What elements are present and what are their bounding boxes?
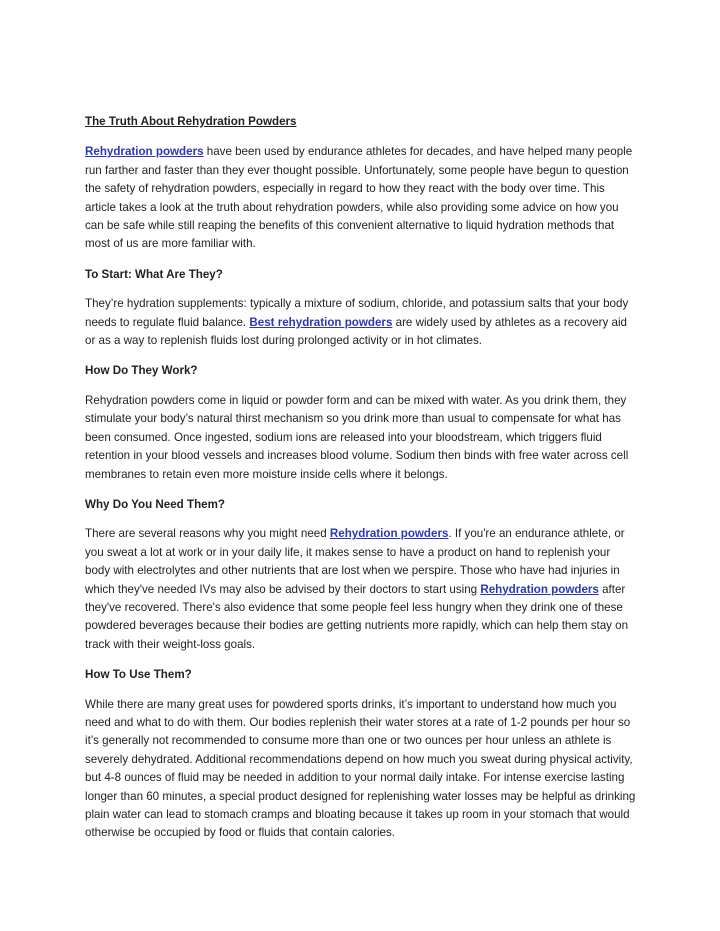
rehydration-powders-link[interactable]: Rehydration powders <box>85 145 204 159</box>
section-heading-how-to-use: How To Use Them? <box>85 668 192 682</box>
what-are-they-text-start: They’re hydration supplements: typically a mixture of sodium, chloride, and potassium salts that your body needs to regulate fluid balance. <box>85 297 629 329</box>
rehydration-powders-link-3[interactable]: Rehydration powders <box>480 582 599 596</box>
how-to-use-paragraph: While there are many great uses for powdered sports drinks, it’s important to understand how much you need and what to do with them. Our bodies replenish their water stores at a rate of 1-2 pounds per hour so it’s generally not recommended to consume more than one or two ounces per hour unless an athlete is severely dehydrated. Additional recommendations depend on how much you sweat during physical activity, but 4-8 ounces of fluid may be needed in addition to your normal daily intake. For intense exercise lasting longer than 60 minutes, a special product designed for replenishing water losses may be helpful as drinking plain water can lead to stomach cramps and bloating because it takes up room in your stomach that would otherwise be occupied by food or fluids that contain calories. <box>85 697 636 840</box>
intro-paragraph <box>85 143 637 253</box>
article-body <box>85 113 637 855</box>
rehydration-powders-link-2[interactable]: Rehydration powders <box>329 527 449 541</box>
why-need-them-text-1: There are several reasons why you might need <box>85 527 330 541</box>
how-do-they-work-paragraph: Rehydration powders come in liquid or powder form and can be mixed with water. As you drink them, they stimulate your body’s natural thirst mechanism so you drink more than usual to compensate for what has been consumed. Once ingested, sodium ions are released into your bloodstream, which triggers fluid retention in your blood vessels and increases blood volume. Sodium then binds with free water across cell membranes to retain even more moisture inside cells where it belongs. <box>85 393 629 481</box>
article-title: The Truth About Rehydration Powders <box>85 115 297 128</box>
what-are-they-paragraph <box>85 295 637 350</box>
section-heading-how-do-they-work: How Do They Work? <box>85 364 198 378</box>
section-heading-why-need-them: Why Do You Need Them? <box>85 497 225 511</box>
best-rehydration-powders-link[interactable]: Best rehydration powders <box>249 315 393 329</box>
intro-text: have been used by endurance athletes for decades, and have helped many people run farther and faster than they ever thought possible. Unfortunately, some people have begun to question the safety of rehydration powders, especially in regard to how they react with the body over time. This article takes a look at the truth about rehydration powders, while also providing some advice on how you can be safe while still reaping the benefits of this convenient alternative to liquid hydration methods that most of us are more familiar with. <box>85 145 633 251</box>
why-need-them-text-2: . If you're an endurance athlete, or you sweat a lot at work or in your daily life, it makes sense to have a product on hand to replenish your body with electrolytes and other nutrients that are lost when we perspire. Those who have had injuries in which they've needed IVs may also be advised by their doctors to start using <box>85 527 625 596</box>
what-are-they-text-end: are widely used by athletes as a recovery aid or as a way to replenish fluids lost during prolonged activity or in hot climates. <box>85 315 627 348</box>
why-need-them-text-3: after they've recovered. There's also evidence that some people feel less hungry when they drink one of these powdered beverages because their bodies are getting nutrients more rapidly, which can help them stay on track with their weight-loss goals. <box>85 582 629 651</box>
section-heading-what-are-they: To Start: What Are They? <box>85 267 223 281</box>
why-need-them-paragraph <box>85 525 637 654</box>
